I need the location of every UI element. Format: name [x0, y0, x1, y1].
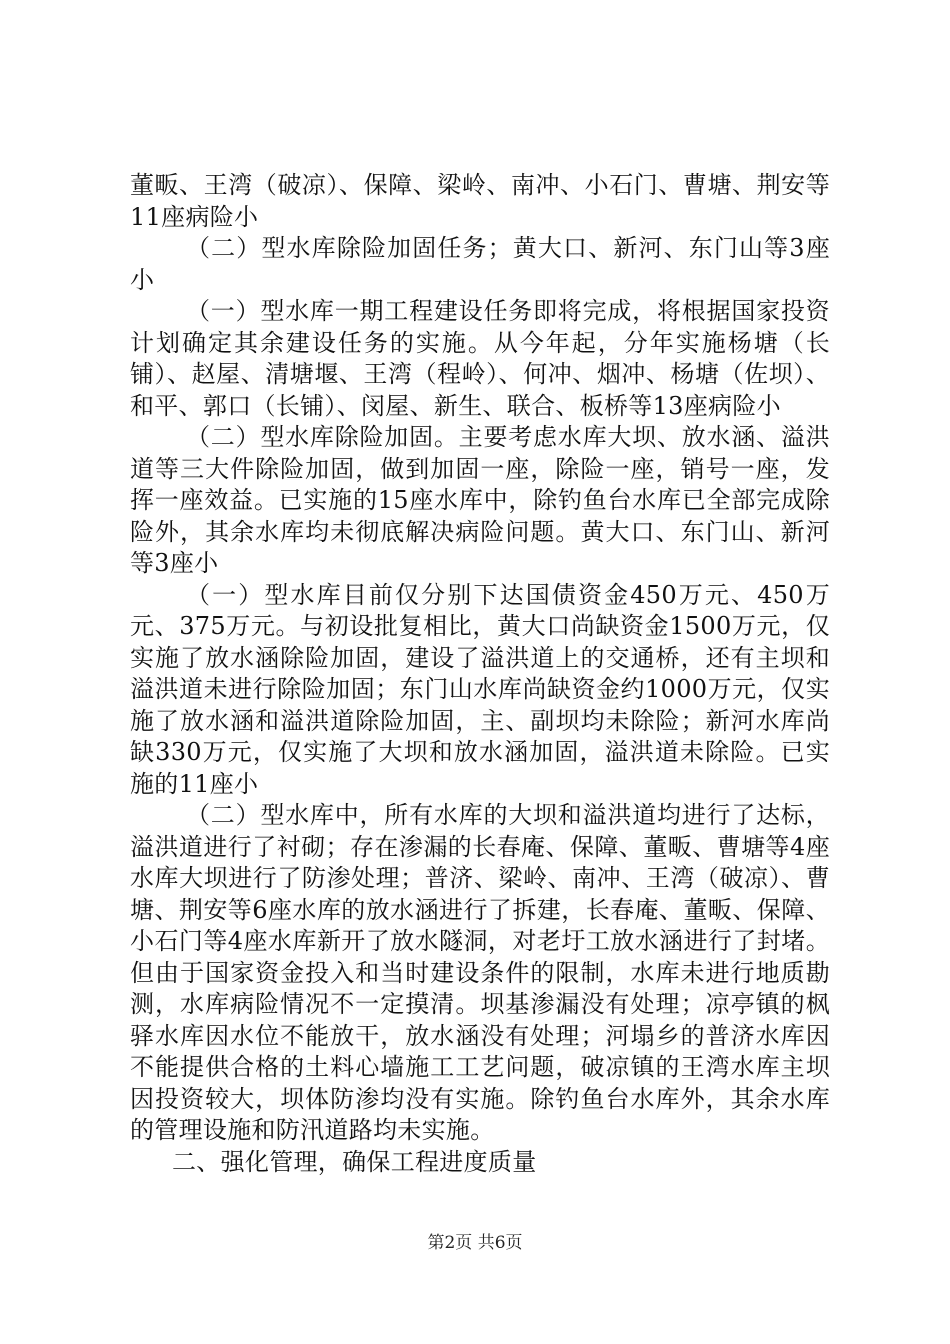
paragraph-continuation: 董畈、王湾（破凉）、保障、梁岭、南冲、小石门、曹塘、荆安等11座病险小 [130, 171, 830, 231]
paragraph-task-2: （二）型水库除险加固任务；黄大口、新河、东门山等3座小 [130, 234, 830, 294]
document-body [130, 170, 830, 1178]
paragraph-funding: （一）型水库目前仅分别下达国债资金450万元、450万元、375万元。与初设批复相比，黄大口尚缺资金1500万元，仅实施了放水涵除险加固，建设了溢洪道上的交通桥，还有主坝和溢洪道未进行除险加固；东门山水库尚缺资金约1000万元，仅实施了放水涵和溢洪道除险加固，主、副坝均未除险；新河水库尚缺330万元，仅实施了大坝和放水涵加固，溢洪道未除险。已实施的11座小 [130, 580, 830, 798]
section-heading: 二、强化管理，确保工程进度质量 [172, 1147, 537, 1176]
paragraph-status: （二）型水库中，所有水库的大坝和溢洪道均进行了达标，溢洪道进行了衬砌；存在渗漏的长春庵、保障、董畈、曹塘等4座水库大坝进行了防渗处理；普济、梁岭、南冲、王湾（破凉）、曹塘、荆安等6座水库的放水涵进行了拆建，长春庵、董畈、保障、小石门等4座水库新开了放水隧洞，对老圩工放水涵进行了封堵。但由于国家资金投入和当时建设条件的限制，水库未进行地质勘测，水库病险情况不一定摸清。坝基渗漏没有处理；凉亭镇的枫驿水库因水位不能放干，放水涵没有处理；河塌乡的普济水库因不能提供合格的土料心墙施工工艺问题，破凉镇的王湾水库主坝因投资较大，坝体防渗均没有实施。除钓鱼台水库外，其余水库的管理设施和防汛道路均未实施。 [130, 801, 830, 1144]
page-footer: 第2页 共6页 [427, 1233, 523, 1253]
paragraph-task-1-phase: （一）型水库一期工程建设任务即将完成，将根据国家投资计划确定其余建设任务的实施。从今年起，分年实施杨塘（长铺）、赵屋、清塘堰、王湾（程岭）、何冲、烟冲、杨塘（佐坝）、和平、郭口（长铺）、闵屋、新生、联合、板桥等13座病险小 [130, 297, 830, 420]
paragraph-reinforcement: （二）型水库除险加固。主要考虑水库大坝、放水涵、溢洪道等三大件除险加固，做到加固一座，除险一座，销号一座，发挥一座效益。已实施的15座水库中，除钓鱼台水库已全部完成除险外，其余水库均未彻底解决病险问题。黄大口、东门山、新河等3座小 [130, 423, 830, 577]
